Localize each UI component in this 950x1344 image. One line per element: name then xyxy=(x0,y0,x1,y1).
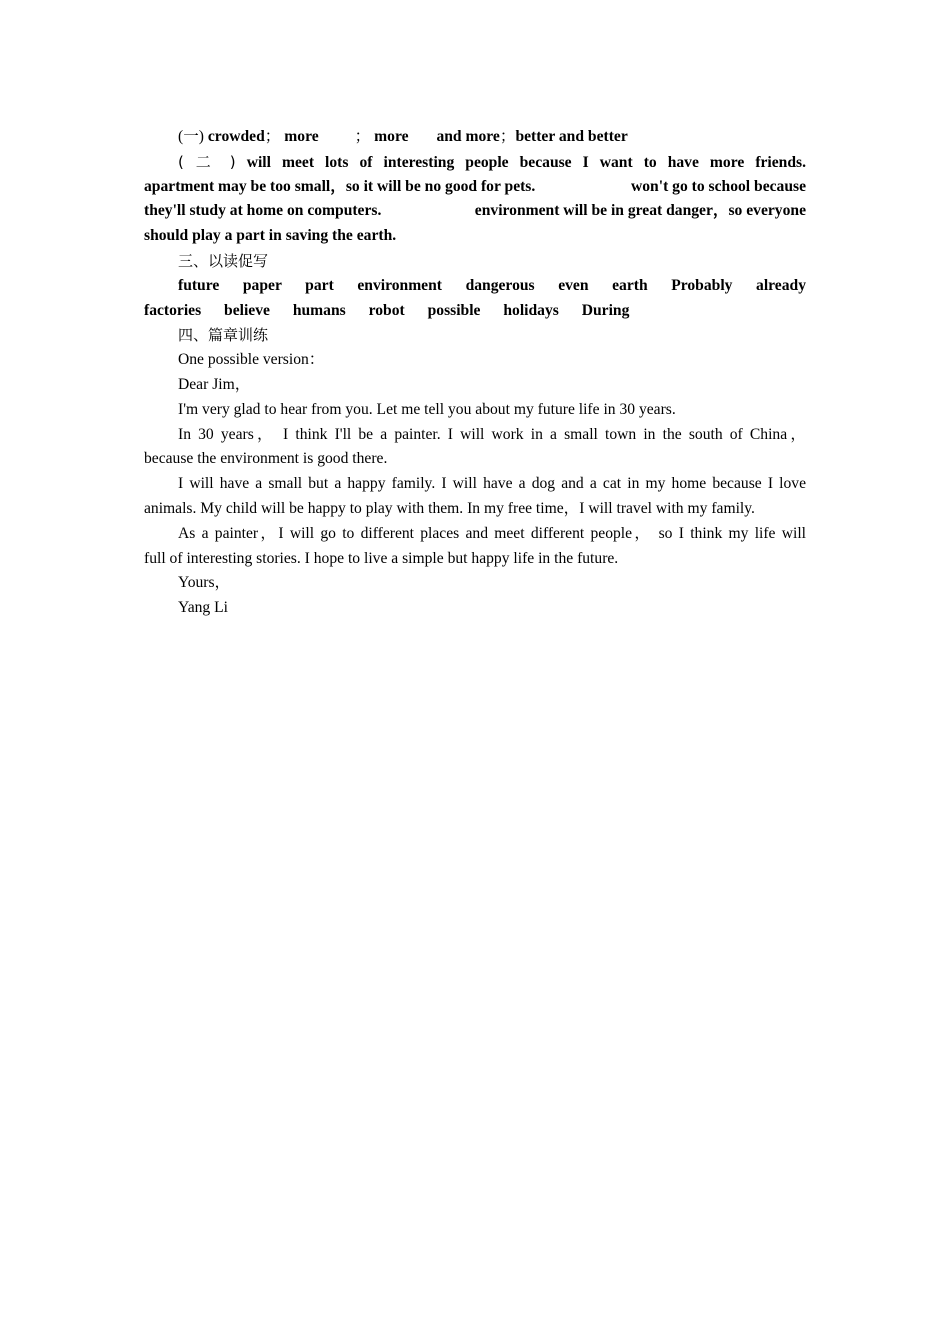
separator: ； xyxy=(499,128,516,145)
part3-heading: 三、以读促写 xyxy=(178,251,269,270)
separator: ； xyxy=(264,128,281,145)
letter-signature: Yang Li xyxy=(178,599,228,617)
letter-paragraph-2-line1: In 30 years， I think I'll be a painter. I will work in a small town in the south of China， xyxy=(178,425,806,443)
letter-paragraph-3-line1: I will have a small but a happy family. I will have a dog and a cat in my home because I love xyxy=(178,475,806,493)
letter-paragraph-2-line2: because the environment is good there. xyxy=(144,450,388,468)
letter-paragraph-3-line2: animals. My child will be happy to play with them. In my free time，I will travel with my family. xyxy=(144,499,755,517)
answer-more-1: more xyxy=(284,128,319,145)
letter-closing: Yours， xyxy=(178,574,231,592)
answer-and-more: and more xyxy=(436,128,500,145)
part3-words-line2: factories believe humans robot possible holidays During xyxy=(144,301,630,319)
version-intro: One possible version： xyxy=(178,351,325,369)
part2-sentence3-start: won't go to school because xyxy=(631,177,806,195)
part2-prefix: ( 二 ) xyxy=(178,152,236,171)
part2-line4: should play a part in saving the earth. xyxy=(144,227,397,245)
answer-more-2: more xyxy=(374,128,409,145)
part2-line1 xyxy=(144,150,806,175)
part2-line3 xyxy=(144,199,806,224)
part1-answers xyxy=(144,125,806,150)
part3-words-line1: future paper part environment dangerous even earth Probably already xyxy=(178,276,806,294)
letter-paragraph-4-line2: full of interesting stories. I hope to live a simple but happy life in the future. xyxy=(144,549,619,567)
document-page xyxy=(144,125,806,621)
part2-line2 xyxy=(144,175,806,200)
separator: ； xyxy=(354,128,371,145)
part2-sentence2: apartment may be too small，so it will be no good for pets. xyxy=(144,177,536,195)
part2-sentence3-end: they'll study at home on computers. xyxy=(144,202,382,220)
answer-crowded: crowded xyxy=(207,128,265,145)
letter-greeting: Dear Jim， xyxy=(178,375,251,393)
part1-prefix: (一) xyxy=(178,128,204,145)
part2-sentence1: will meet lots of interesting people because I want to have more friends. xyxy=(246,153,806,171)
letter-paragraph-4-line1: As a painter，I will go to different places and meet different people， so I think my life will xyxy=(178,524,806,542)
answer-better-and-better: better and better xyxy=(515,128,628,145)
letter-paragraph-1: I'm very glad to hear from you. Let me tell you about my future life in 30 years. xyxy=(178,400,676,418)
part2-sentence4-start: environment will be in great danger，so everyone xyxy=(474,202,806,220)
part4-heading: 四、篇章训练 xyxy=(178,326,269,345)
